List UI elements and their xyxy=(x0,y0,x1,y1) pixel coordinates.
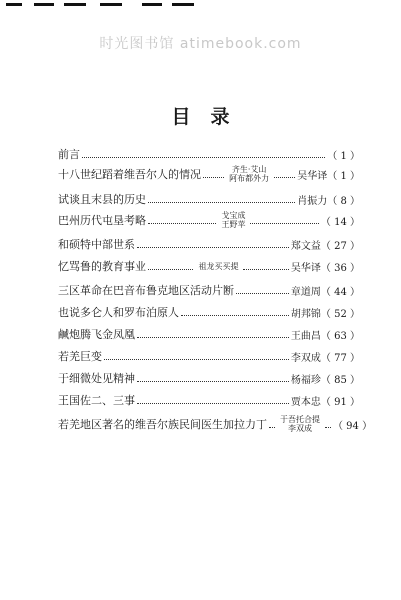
dot-leader xyxy=(137,380,289,382)
toc-entry-page: 肖振力（ 8 ） xyxy=(297,195,360,207)
author-line: 祖龙买买提 xyxy=(198,261,239,271)
toc-entry-author xyxy=(229,165,269,183)
dot-leader xyxy=(148,268,193,270)
toc-entry-author xyxy=(280,415,320,433)
toc-entry-page: 胡邦锦（ 52 ） xyxy=(290,308,360,320)
toc-entry-title: 和硕特中部世系 xyxy=(58,238,135,251)
toc-entry[interactable] xyxy=(58,211,360,229)
toc-entry-page: 王曲昌（ 63 ） xyxy=(290,330,360,342)
toc-entry-page: 郑文益（ 27 ） xyxy=(290,240,360,252)
top-rule-segment xyxy=(64,3,86,6)
dot-leader xyxy=(236,292,289,294)
author-line: 阿布都外力 xyxy=(229,174,270,183)
toc-entry-title: 试谈且末县的历史 xyxy=(58,193,146,206)
toc-entry-page: 章道周（ 44 ） xyxy=(290,286,360,298)
dot-leader xyxy=(243,268,288,270)
dot-leader xyxy=(181,314,289,316)
page-title: 目录 xyxy=(171,106,250,128)
toc-entry-title: 前言 xyxy=(58,148,80,161)
toc-entry[interactable] xyxy=(58,347,360,365)
toc-entry[interactable] xyxy=(58,325,360,343)
dot-leader xyxy=(137,336,289,338)
toc-entry-title: 于细微处见精神 xyxy=(58,372,135,385)
dot-leader xyxy=(104,358,289,360)
watermark: 时光图书馆 atimebook.com xyxy=(99,36,302,52)
toc-entry-page: 贾本忠（ 91 ） xyxy=(290,396,360,408)
toc-entry-page: 吴华译（ 36 ） xyxy=(290,262,360,274)
dot-leader xyxy=(250,222,318,224)
toc-entry-page: 吴华译（ 1 ） xyxy=(297,170,361,182)
toc-entry[interactable] xyxy=(58,190,360,208)
toc-entry-title: 巴州历代屯垦考略 xyxy=(58,214,146,227)
dot-leader xyxy=(82,156,325,158)
toc-entry[interactable] xyxy=(58,281,360,299)
dot-leader xyxy=(137,402,289,404)
toc-entry-title: 鹹炮腾飞金凤凰 xyxy=(58,328,135,341)
toc-entry[interactable] xyxy=(58,235,360,253)
top-rule-segment xyxy=(100,3,122,6)
author-line: 齐生·艾山 xyxy=(231,165,267,174)
toc-entry[interactable] xyxy=(58,165,360,183)
toc-entry[interactable] xyxy=(58,391,360,409)
toc-entry-title: 十八世纪蹈着维吾尔人的情况 xyxy=(58,168,201,181)
top-rule-segment xyxy=(34,3,54,6)
toc-entry[interactable] xyxy=(58,257,360,275)
toc-entry-title: 忆骂鲁的教育事业 xyxy=(58,260,146,273)
dot-leader xyxy=(325,426,331,428)
toc-entry-title: 三区革命在巴音布鲁克地区活动片断 xyxy=(58,284,234,297)
toc-entry-page: （ 94 ） xyxy=(333,420,373,432)
toc-entry-title: 若羌巨变 xyxy=(58,350,102,363)
dot-leader xyxy=(269,426,275,428)
toc-entry-page: 李双成（ 77 ） xyxy=(290,352,360,364)
toc-entry[interactable] xyxy=(58,145,360,163)
author-line: 李双成 xyxy=(288,424,312,433)
top-rule-segment xyxy=(172,3,194,6)
dot-leader xyxy=(274,176,295,178)
toc-entry-page: （ 14 ） xyxy=(320,216,360,228)
dot-leader xyxy=(203,176,224,178)
dot-leader xyxy=(148,201,295,203)
top-border xyxy=(0,0,401,10)
author-line: 王野苹 xyxy=(221,220,246,229)
top-rule-segment xyxy=(6,3,22,6)
author-line: 于吾托合提 xyxy=(280,415,320,424)
toc-entry-page: 杨福珍（ 85 ） xyxy=(290,374,360,386)
toc-entry[interactable] xyxy=(58,415,373,433)
dot-leader xyxy=(148,222,216,224)
toc-entry[interactable] xyxy=(58,303,360,321)
toc-entry-title: 也说多仑人和罗布泊原人 xyxy=(58,306,179,319)
toc-entry-author xyxy=(198,262,238,271)
toc-entry[interactable] xyxy=(58,369,360,387)
toc-entry-title: 若羌地区著名的维吾尔族民间医生加拉力丁 xyxy=(58,418,267,431)
top-rule-segment xyxy=(142,3,162,6)
toc-entry-author xyxy=(221,211,245,229)
toc-entry-title: 王国佐二、三事 xyxy=(58,394,135,407)
author-line: 戈宝成 xyxy=(221,211,246,220)
toc-entry-page: （ 1 ） xyxy=(327,150,360,162)
dot-leader xyxy=(137,246,289,248)
